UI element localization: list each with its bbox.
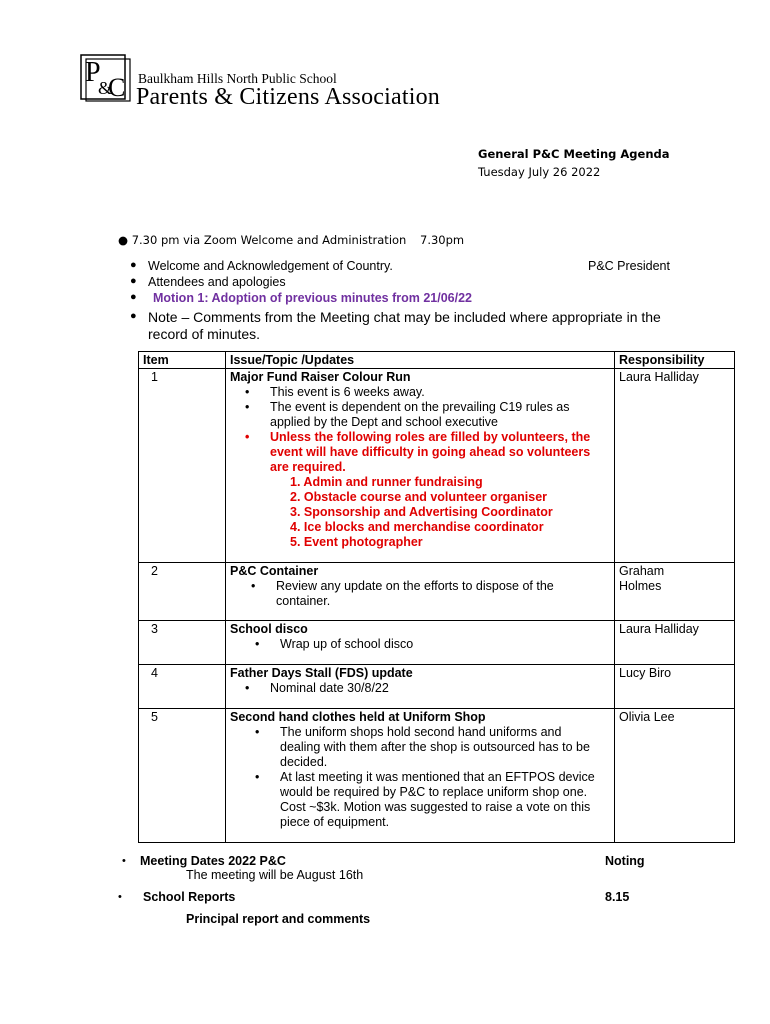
row-item-number: 4 [139,665,226,709]
motion-text: Motion 1: Adoption of previous minutes from 21/06/22 [153,291,473,305]
row-topic: P&C Container [230,564,319,578]
row-points [230,385,610,475]
pc-logo [80,54,132,102]
table-row [139,709,735,843]
row-topic-cell [226,563,615,621]
list-item: 3. Sponsorship and Advertising Coordinator [290,505,553,519]
school-name: Baulkham Hills North Public School [138,71,337,86]
association-name: Parents & Citizens Association [136,84,440,110]
svg-text:C: C [108,73,126,102]
volunteer-alert: • Unless the following roles are filled by volunteers, the event will have difficulty in going ahead so volunteers are required. [270,430,610,475]
bullet-responsibility: P&C President [588,259,670,273]
list-item: • The event is dependent on the prevailing C19 rules as applied by the Dept and school executive [270,400,610,430]
table-row [139,665,735,709]
bullet-text: Attendees and apologies [148,275,286,289]
row-topic-cell [226,369,615,563]
list-item: • Wrap up of school disco [280,637,610,652]
row-points [230,725,610,830]
bullet-icon: • [122,855,126,867]
bullet-icon: ● [130,291,137,303]
svg-text:P: P [85,57,101,88]
row-points [230,579,610,609]
bullet-icon: • [118,891,122,903]
svg-text:&: & [98,78,113,98]
row-item-number: 2 [139,563,226,621]
bullet-icon: ● [130,275,137,287]
meeting-dates-detail: The meeting will be August 16th [186,868,364,882]
row-topic-cell [226,665,615,709]
bullet-icon: ● [118,233,132,247]
list-item: 5. Event photographer [290,535,423,549]
agenda-date: Tuesday July 26 2022 [478,165,601,179]
agenda-title: General P&C Meeting Agenda [478,147,670,161]
table-row [139,563,735,621]
zoom-line [118,233,465,247]
row-item-number: 5 [139,709,226,843]
school-reports-title: School Reports [143,890,236,904]
note-text: Note – Comments from the Meeting chat may be included where appropriate in the [148,309,661,325]
row-topic: Second hand clothes held at Uniform Shop [230,710,486,724]
row-topic: School disco [230,622,308,636]
list-item: • This event is 6 weeks away. [270,385,610,400]
row-item-number: 3 [139,621,226,665]
list-item: • At last meeting it was mentioned that an EFTPOS device would be required by P&C to replace uniform shop one. Cost ~$3k. Motion was suggested to raise a vote on this piece of equipment. [280,770,596,830]
list-item: 2. Obstacle course and volunteer organiser [290,490,548,504]
zoom-line-time: 7.30pm [420,233,465,247]
row-topic-cell [226,709,615,843]
row-topic-cell [226,621,615,665]
row-responsibility: Lucy Biro [615,665,735,709]
header-item: Item [139,352,226,369]
row-responsibility: Graham Holmes [615,563,735,621]
row-topic: Major Fund Raiser Colour Run [230,370,411,384]
list-item: 1. Admin and runner fundraising [290,475,483,489]
bullet-icon: ● [130,310,137,322]
bullet-text: Welcome and Acknowledgement of Country. [148,259,393,273]
list-item: • Review any update on the efforts to dispose of the container. [276,579,610,609]
table-row [139,369,735,563]
meeting-dates-title: Meeting Dates 2022 P&C [140,854,286,868]
row-topic: Father Days Stall (FDS) update [230,666,413,680]
row-points [230,681,610,696]
note-continuation: record of minutes. [148,326,261,342]
meeting-dates-note: Noting [605,854,645,868]
list-item: • Nominal date 30/8/22 [270,681,610,696]
bullet-icon: ● [130,259,137,271]
volunteer-roles [230,475,610,550]
row-points [230,637,610,652]
school-reports-time: 8.15 [605,890,630,904]
header-responsibility: Responsibility [615,352,735,369]
list-item: • The uniform shops hold second hand uniforms and dealing with them after the shop is outsourced has to be decided. [280,725,596,770]
table-row [139,621,735,665]
table-header-row [139,352,735,369]
row-responsibility: Olivia Lee [615,709,735,843]
row-item-number: 1 [139,369,226,563]
agenda-table [138,351,735,843]
principal-report: Principal report and comments [186,912,371,926]
row-responsibility: Laura Halliday [615,369,735,563]
list-item: 4. Ice blocks and merchandise coordinator [290,520,544,534]
header-topic: Issue/Topic /Updates [226,352,615,369]
row-responsibility: Laura Halliday [615,621,735,665]
zoom-line-text: 7.30 pm via Zoom Welcome and Administration [131,233,407,247]
